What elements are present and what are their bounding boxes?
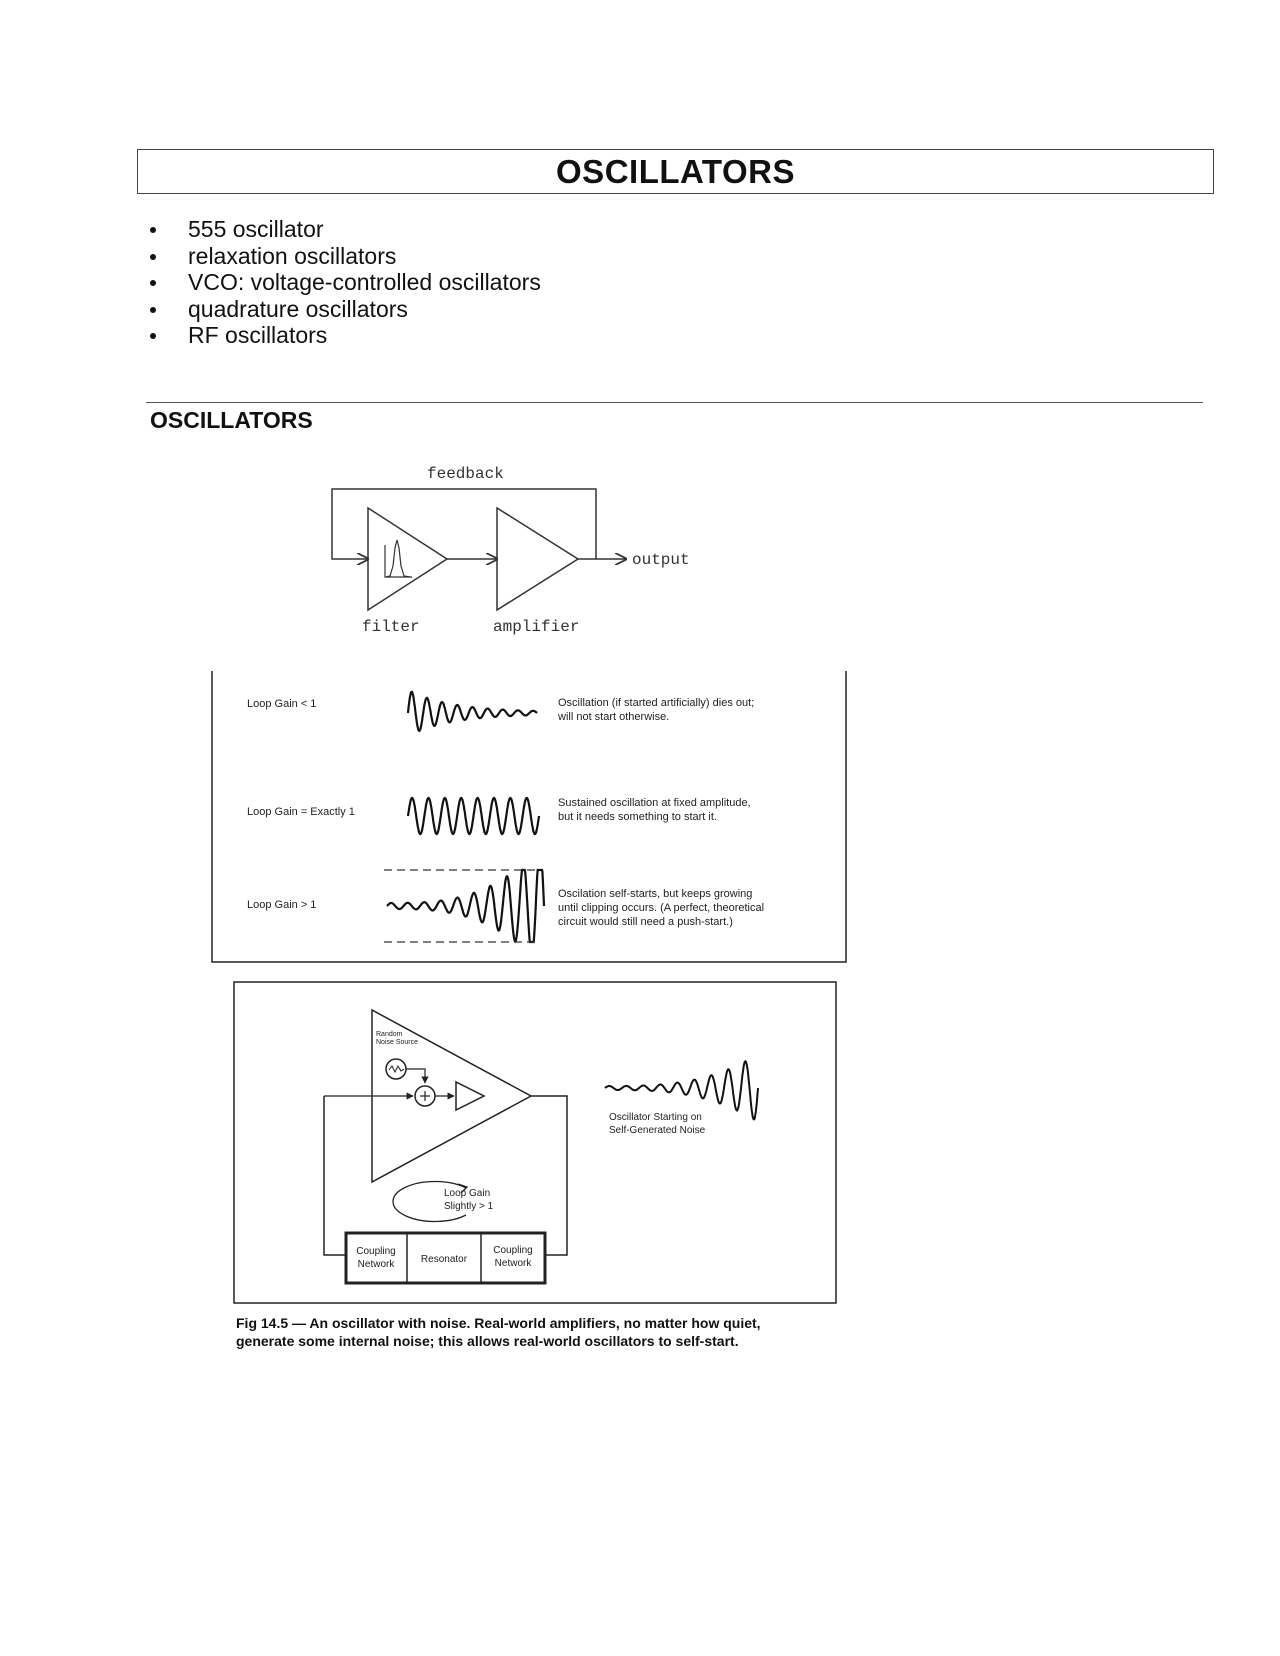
- feedback-label: feedback: [427, 465, 504, 483]
- list-item-text: quadrature oscillators: [188, 295, 408, 322]
- loop-gain-row-desc: circuit would still need a push-start.): [558, 916, 733, 928]
- loop-right-wire: [531, 1096, 567, 1255]
- noise-source-label: Random: [376, 1031, 403, 1038]
- loop-gain-row-label: Loop Gain = Exactly 1: [247, 806, 355, 818]
- small-amplifier-triangle: [456, 1082, 484, 1110]
- loop-gain-note: Slightly > 1: [444, 1201, 494, 1212]
- loop-gain-row-label: Loop Gain > 1: [247, 899, 317, 911]
- loop-gain-note: Loop Gain: [444, 1188, 491, 1199]
- list-item-text: RF oscillators: [188, 322, 328, 348]
- loop-gain-row-desc: will not start otherwise.: [558, 711, 670, 723]
- loop-gain-row-desc: Oscillation (if started artificially) dies out;: [558, 697, 755, 709]
- loop-gain-row-desc: until clipping occurs. (A perfect, theoretical: [558, 902, 765, 914]
- coupling-network-right: Network: [494, 1258, 532, 1269]
- loop-gain-row-desc: but it needs something to start it.: [558, 811, 717, 823]
- filter-response-icon: [386, 540, 410, 577]
- amplifier-label: amplifier: [493, 618, 580, 636]
- decaying-waveform: [408, 692, 537, 731]
- oscillator-note: Self-Generated Noise: [609, 1125, 706, 1136]
- page-title: OSCILLATORS: [556, 152, 795, 190]
- figure-caption: generate some internal noise; this allows real-world oscillators to self-start.: [236, 1333, 739, 1349]
- self-start-waveform: [605, 1061, 758, 1119]
- loop-gain-row-label: Loop Gain < 1: [247, 698, 317, 710]
- filter-label: filter: [362, 618, 420, 636]
- list-item-text: relaxation oscillators: [188, 242, 397, 269]
- noise-oscillator-figure: [234, 982, 836, 1303]
- coupling-network-left: Network: [357, 1259, 395, 1270]
- loop-left-wire: [324, 1096, 346, 1255]
- output-label: output: [632, 551, 690, 569]
- filter-block: [368, 508, 447, 610]
- feedback-path: [332, 489, 596, 559]
- list-item-text: VCO: voltage-controlled oscillators: [188, 269, 541, 295]
- amplifier-block: [497, 508, 578, 610]
- feedback-block-diagram: [332, 489, 626, 610]
- noise-source-label: Noise Source: [376, 1039, 419, 1046]
- loop-gain-row-desc: Oscilation self-starts, but keeps growing: [558, 888, 753, 900]
- coupling-network-left: Coupling: [356, 1246, 396, 1257]
- section-heading: OSCILLATORS: [150, 407, 313, 433]
- noise-squiggle: [389, 1066, 404, 1072]
- loop-gain-row-desc: Sustained oscillation at fixed amplitude,: [558, 797, 751, 809]
- noise-to-summer-arrow: [406, 1069, 425, 1083]
- oscillator-note: Oscillator Starting on: [609, 1112, 702, 1123]
- list-item-text: 555 oscillator: [188, 216, 324, 242]
- resonator-label: Resonator: [420, 1254, 468, 1265]
- sustained-waveform: [408, 798, 539, 834]
- filter-response-axes: [385, 545, 412, 577]
- coupling-network-right: Coupling: [493, 1245, 533, 1256]
- growing-clipped-waveform: [387, 870, 544, 942]
- figure-caption: Fig 14.5 — An oscillator with noise. Real-world amplifiers, no matter how quiet,: [236, 1315, 761, 1331]
